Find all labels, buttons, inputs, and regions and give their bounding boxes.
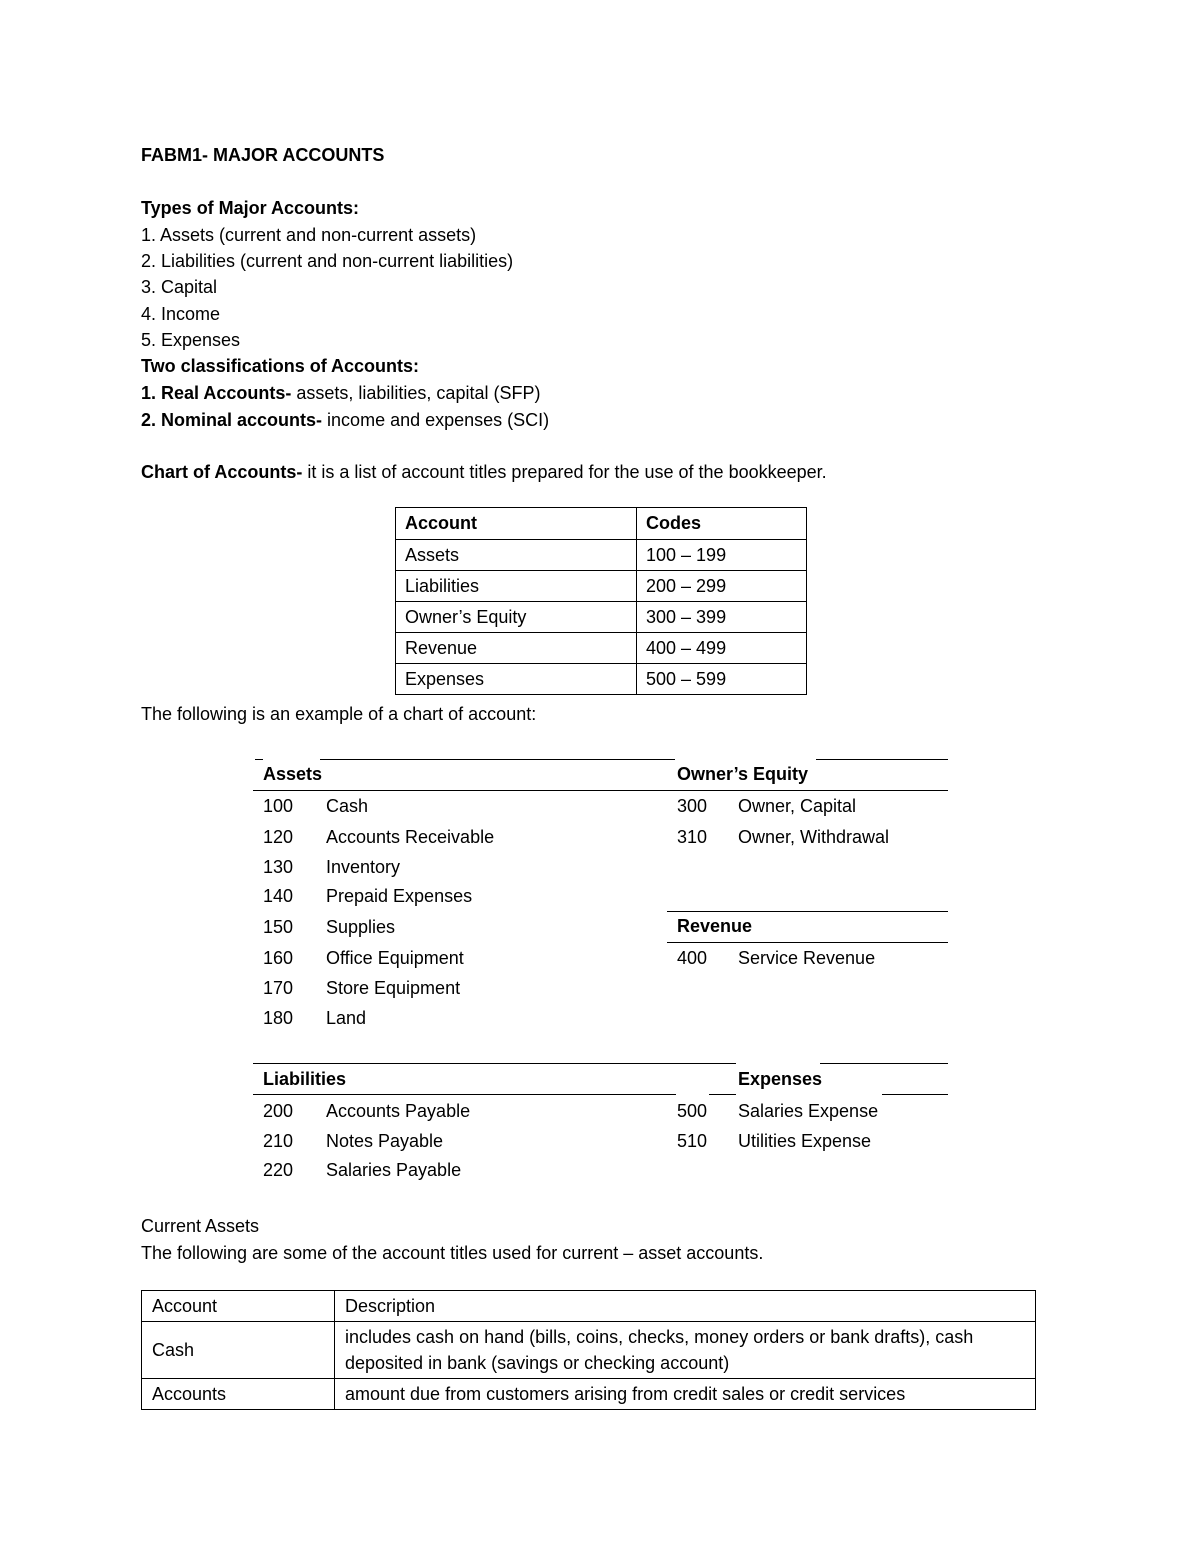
current-assets-intro: The following are some of the account titles used for current – asset accounts. (141, 1243, 764, 1263)
header-account: Account (142, 1291, 335, 1322)
account-title: Owner, Withdrawal (738, 827, 890, 847)
account-title: Cash (326, 796, 369, 816)
real-accounts-line (141, 382, 540, 404)
rule (667, 911, 948, 912)
rule (709, 1094, 736, 1095)
account-cell: Revenue (396, 633, 637, 664)
account-title: Utilities Expense (738, 1131, 872, 1151)
account-title: Office Equipment (326, 948, 464, 968)
account-code: 300 (677, 796, 708, 816)
account-title: Owner, Capital (738, 796, 857, 816)
rule (667, 942, 948, 943)
rule (320, 759, 675, 760)
account-title: Accounts Payable (326, 1101, 471, 1121)
assets-heading: Assets (263, 764, 323, 784)
codes-cell: 200 – 299 (637, 571, 807, 602)
types-heading: Types of Major Accounts: (141, 198, 360, 218)
chart-definition-label: Chart of Accounts- (141, 462, 303, 482)
expenses-heading: Expenses (738, 1069, 823, 1089)
rule (255, 759, 263, 760)
nominal-accounts-line (141, 409, 549, 431)
codes-cell: 500 – 599 (637, 664, 807, 695)
account-title: Accounts Receivable (326, 827, 495, 847)
account-codes-table (395, 507, 807, 695)
codes-cell: 400 – 499 (637, 633, 807, 664)
account-cell: Accounts (142, 1379, 335, 1410)
rule (253, 1063, 736, 1064)
types-item: 2. Liabilities (current and non-current liabilities) (141, 251, 514, 271)
description-cell: amount due from customers arising from credit sales or credit services (335, 1379, 1036, 1410)
table-row (396, 602, 807, 633)
types-item: 3. Capital (141, 277, 218, 297)
account-code: 140 (263, 886, 294, 906)
account-title: Notes Payable (326, 1131, 444, 1151)
real-accounts-label: 1. Real Accounts- (141, 383, 292, 403)
chart-definition (141, 461, 827, 483)
account-code: 200 (263, 1101, 294, 1121)
table-header-row (396, 508, 807, 540)
header-description: Description (335, 1291, 1036, 1322)
account-code: 310 (677, 827, 708, 847)
rule (816, 759, 948, 760)
account-code: 120 (263, 827, 294, 847)
page-title: FABM1- MAJOR ACCOUNTS (141, 145, 385, 165)
rule (820, 1063, 948, 1064)
revenue-heading: Revenue (677, 916, 753, 936)
account-cell: Assets (396, 540, 637, 571)
account-cell: Owner’s Equity (396, 602, 637, 633)
table-row (396, 633, 807, 664)
types-item: 5. Expenses (141, 330, 241, 350)
account-cell: Cash (142, 1322, 335, 1379)
account-code: 170 (263, 978, 294, 998)
account-cell: Liabilities (396, 571, 637, 602)
codes-cell: 300 – 399 (637, 602, 807, 633)
liabilities-heading: Liabilities (263, 1069, 347, 1089)
header-account: Account (396, 508, 637, 540)
account-code: 150 (263, 917, 294, 937)
nominal-accounts-label: 2. Nominal accounts- (141, 410, 323, 430)
account-title: Supplies (326, 917, 396, 937)
real-accounts-text: assets, liabilities, capital (SFP) (291, 383, 541, 403)
rule (253, 1094, 676, 1095)
account-title: Land (326, 1008, 367, 1028)
types-item: 1. Assets (current and non-current assets) (141, 225, 477, 245)
account-code: 400 (677, 948, 708, 968)
table-row (142, 1379, 1036, 1410)
types-item: 4. Income (141, 304, 221, 324)
table-header-row (142, 1291, 1036, 1322)
table-row (396, 540, 807, 571)
table-row (396, 664, 807, 695)
account-title: Prepaid Expenses (326, 886, 473, 906)
account-title: Store Equipment (326, 978, 461, 998)
account-code: 210 (263, 1131, 294, 1151)
classifications-heading: Two classifications of Accounts: (141, 356, 420, 376)
current-assets-table (141, 1290, 1036, 1410)
codes-cell: 100 – 199 (637, 540, 807, 571)
account-code: 510 (677, 1131, 708, 1151)
account-code: 100 (263, 796, 294, 816)
chart-definition-text: it is a list of account titles prepared for the use of the bookkeeper. (302, 462, 827, 482)
equity-heading: Owner’s Equity (677, 764, 809, 784)
account-title: Inventory (326, 857, 401, 877)
account-code: 500 (677, 1101, 708, 1121)
account-code: 180 (263, 1008, 294, 1028)
table-row (142, 1322, 1036, 1379)
table-row (396, 571, 807, 602)
nominal-accounts-text: income and expenses (SCI) (322, 410, 550, 430)
current-assets-heading: Current Assets (141, 1216, 260, 1236)
rule (882, 1094, 948, 1095)
example-intro: The following is an example of a chart of account: (141, 704, 537, 724)
account-title: Salaries Expense (738, 1101, 879, 1121)
header-codes: Codes (637, 508, 807, 540)
account-cell: Expenses (396, 664, 637, 695)
rule (253, 790, 948, 791)
account-code: 220 (263, 1160, 294, 1180)
account-title: Salaries Payable (326, 1160, 462, 1180)
account-code: 160 (263, 948, 294, 968)
account-code: 130 (263, 857, 294, 877)
description-cell: includes cash on hand (bills, coins, checks, money orders or bank drafts), cash deposited in bank (savings or checking account) (335, 1322, 1036, 1379)
account-title: Service Revenue (738, 948, 876, 968)
